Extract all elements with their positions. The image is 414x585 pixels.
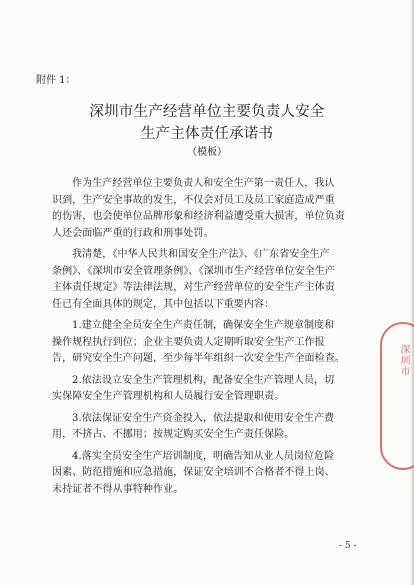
paragraph-line: 告，研究安全生产问题，至少每半年组织一次安全生产全面检查。: [52, 353, 345, 364]
paragraph-line: 因素、防范措施和应急措施，保证安全培训不合格者不得上岗、: [52, 467, 335, 478]
attachment-label: 附件 1：: [36, 75, 76, 86]
paragraph-line: 主体责任规定》等法律法规，对生产经营单位的安全生产主体责: [52, 282, 335, 293]
paragraph-line: 作为生产经营单位主要负责人和安全生产第一责任人，我认: [72, 178, 335, 189]
paragraph-line: 条例》、《深圳市安全管理条例》、《深圳市生产经营单位安全生产: [52, 265, 335, 277]
paragraph-line: 实保障安全生产管理机构和人员履行安全管理职责。: [52, 391, 285, 402]
paragraph-line: 操作规程执行到位；企业主要负责人定期听取安全生产工作报: [52, 336, 325, 348]
paragraph-line: 识到，生产安全事故的发生，不仅会对员工及员工家庭造成严重: [52, 194, 335, 206]
paragraph-line: 未持证者不得从事特种作业。: [52, 483, 184, 495]
paragraph-line: 的伤害，也会使单位品牌形象和经济利益遭受重大损害，单位负责: [52, 211, 345, 222]
paragraph-3: [52, 318, 372, 368]
paragraph-line: 用，不挤占、不挪用；按规定购买安全生产责任保险。: [52, 429, 295, 440]
seal-text: 深圳市: [398, 344, 409, 377]
document-subtitle: （模板）: [187, 147, 227, 158]
page-number: - 5 -: [339, 541, 357, 551]
paragraph-line: 4.落实全员安全生产培训制度，明确告知从业人员岗位危险: [72, 450, 335, 462]
paragraph-line: 1.建立健全全员安全生产责任制，确保安全生产规章制度和: [72, 320, 335, 331]
paragraph-2: [52, 247, 372, 313]
paragraph-4: [52, 373, 372, 406]
paragraph-line: 3.依法保证安全生产资金投入，依法提取和使用安全生产费: [72, 412, 335, 424]
document-title-line-2: 生产主体责任承诺书: [140, 126, 274, 142]
paragraph-line: 人还会面临严重的行政和刑事处罚。: [52, 227, 214, 239]
paragraph-line: 2.依法设立安全生产管理机构，配备安全生产管理人员，切: [72, 374, 335, 386]
official-seal-stamp: [380, 322, 414, 470]
paragraph-line: 我清楚，《中华人民共和国安全生产法》、《广东省安全生产: [72, 249, 330, 260]
paragraph-1: [52, 176, 372, 242]
paragraph-5: [52, 411, 372, 444]
document-title-line-1: 深圳市生产经营单位主要负责人安全: [89, 104, 325, 120]
paragraph-6: [52, 449, 372, 499]
paragraph-line: 任已有全面具体的规定，其中包括以下重要内容：: [52, 298, 275, 310]
document-body: [52, 176, 372, 498]
